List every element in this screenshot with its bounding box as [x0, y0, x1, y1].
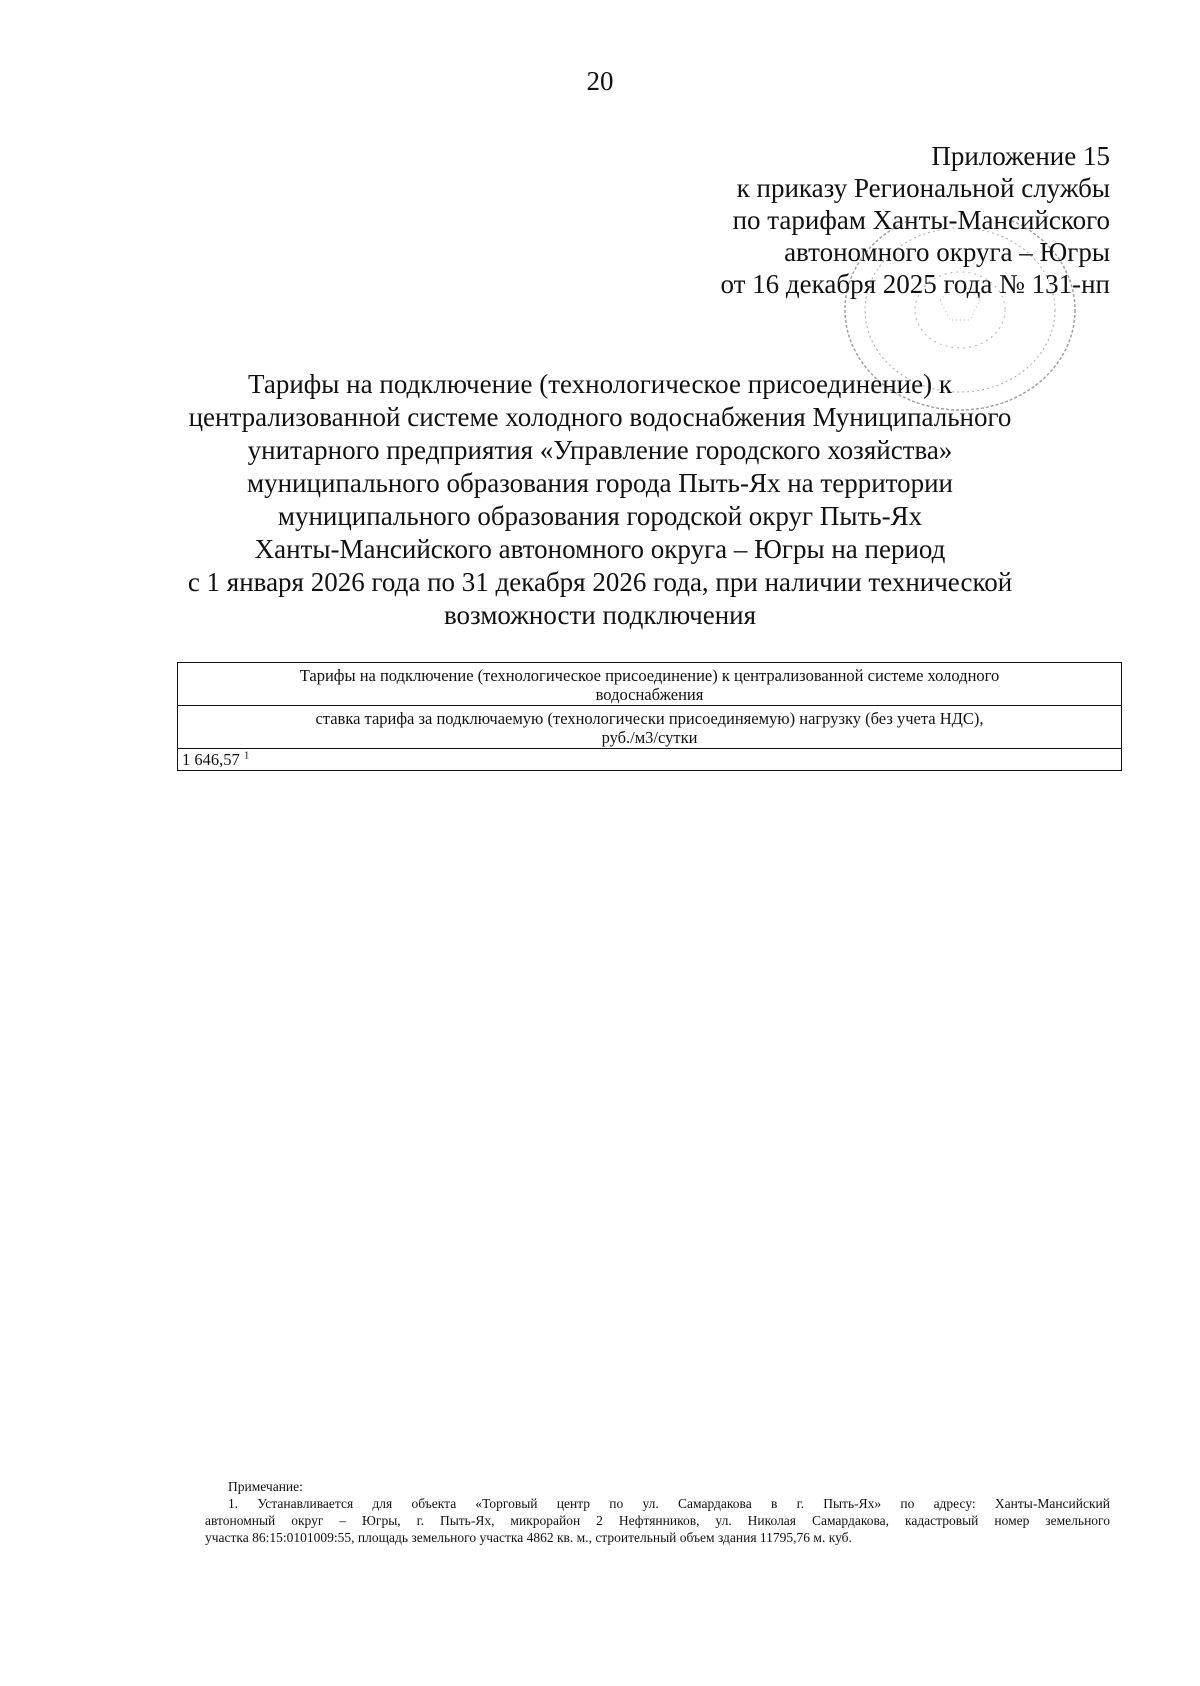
tariff-table — [177, 662, 1122, 771]
notes-heading: Примечание: — [228, 1479, 303, 1494]
table-header-tariffs — [178, 663, 1122, 706]
appendix-line: автономного округа – Югры — [784, 237, 1110, 267]
title-line: муниципального образования города Пыть-Ях на территории — [247, 468, 953, 498]
footnote-ref: 1 — [243, 749, 250, 762]
header-line: Тарифы на подключение (технологическое присоединение) к централизованной системе холодного — [299, 666, 1000, 685]
table-row — [178, 706, 1122, 749]
tariff-value: 1 646,57 — [182, 750, 240, 769]
title-line: унитарного предприятия «Управление городского хозяйства» — [247, 435, 953, 465]
title-line: централизованной системе холодного водоснабжения Муниципального — [188, 402, 1012, 432]
appendix-line: Приложение 15 — [931, 141, 1110, 171]
title-line: с 1 января 2026 года по 31 декабря 2026 года, при наличии технической — [187, 567, 1013, 597]
table-header-rate — [178, 706, 1122, 749]
document-title — [150, 368, 1050, 632]
header-line: ставка тарифа за подключаемую (технологически присоединяемую) нагрузку (без учета НДС), — [315, 709, 984, 728]
page-number: 20 — [586, 66, 614, 96]
title-line: возможности подключения — [443, 600, 757, 630]
appendix-line: по тарифам Ханты-Мансийского — [732, 205, 1110, 235]
appendix-line: от 16 декабря 2025 года № 131-нп — [720, 269, 1110, 299]
title-line: муниципального образования городской округ Пыть-Ях — [277, 501, 923, 531]
note-line: участка 86:15:0101009:55, площадь земельного участка 4862 кв. м., строительный объем здания 11795,76 м. куб. — [205, 1530, 852, 1545]
tariff-value-cell — [178, 749, 1122, 771]
table-row — [178, 663, 1122, 706]
title-line: Ханты-Мансийского автономного округа – Югры на период — [254, 534, 946, 564]
title-line: Тарифы на подключение (технологическое присоединение) к — [248, 369, 952, 399]
table-row — [178, 749, 1122, 771]
appendix-line: к приказу Региональной службы — [736, 173, 1110, 203]
note-line: автономный округ – Югры, г. Пыть-Ях, микрорайон 2 Нефтянников, ул. Николая Самардакова, кадастровый номер земельного — [205, 1513, 1110, 1528]
note-line: 1. Устанавливается для объекта «Торговый центр по ул. Самардакова в г. Пыть-Ях» по адресу: Ханты-Мансийский — [228, 1496, 1110, 1511]
header-line: водоснабжения — [595, 685, 704, 704]
notes-section — [205, 1478, 1110, 1546]
header-line: руб./м3/сутки — [601, 728, 698, 747]
